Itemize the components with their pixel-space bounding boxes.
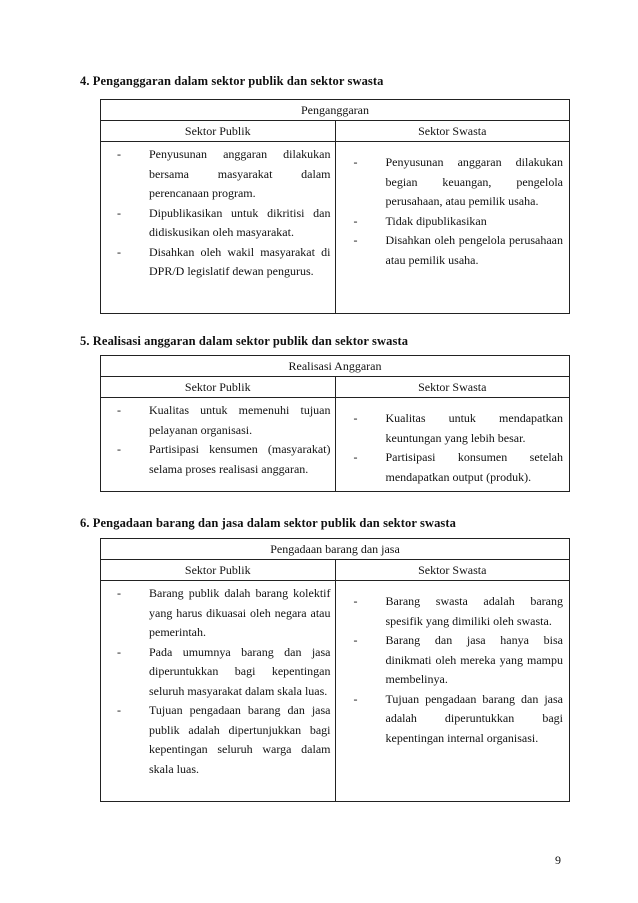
public-sector-list	[101, 581, 335, 801]
bullet-dash: -	[117, 586, 121, 600]
list-item-text: Partisipasi kensumen (masyarakat) selama proses realisasi anggaran.	[149, 442, 331, 476]
bullet-dash: -	[353, 213, 358, 228]
list-item	[117, 145, 331, 204]
list-item	[117, 204, 331, 243]
table-title: Pengadaan barang dan jasa	[101, 539, 570, 560]
private-sector-list	[336, 142, 570, 272]
bullet-dash: -	[353, 633, 358, 647]
list-item	[117, 701, 331, 779]
bullet-dash: -	[353, 594, 358, 608]
bullet-dash: -	[117, 703, 121, 717]
pengadaan-barang-jasa-table	[100, 538, 570, 802]
penganggaran-table	[100, 99, 570, 314]
list-item	[117, 243, 331, 282]
list-item-text: Penyusunan anggaran dilakukan begian keuangan, pengelola perusahaan, atau pemilik usaha.	[385, 155, 563, 208]
list-item-text: Disahkan oleh pengelola perusahaan atau pemilik usaha.	[385, 233, 563, 267]
bullet-dash: -	[353, 450, 358, 464]
list-item	[354, 153, 564, 212]
bullet-dash: -	[117, 205, 121, 220]
list-item	[354, 212, 564, 232]
section-5-heading: 5. Realisasi anggaran dalam sektor publik dan sektor swasta	[80, 334, 409, 348]
column-header-private: Sektor Swasta	[335, 377, 570, 398]
list-item	[117, 584, 331, 643]
list-item-text: Penyusunan anggaran dilakukan bersama masyarakat dalam perencanaan program.	[149, 147, 331, 200]
list-item-text: Partisipasi konsumen setelah mendapatkan output (produk).	[385, 450, 563, 484]
public-sector-list	[101, 398, 335, 491]
list-item	[354, 231, 564, 270]
private-sector-cell	[335, 581, 570, 802]
list-item	[354, 631, 564, 690]
list-item-text: Tujuan pengadaan barang dan jasa adalah diperuntukkan bagi kepentingan internal organisasi.	[385, 691, 563, 745]
public-sector-cell	[101, 398, 336, 492]
column-header-public: Sektor Publik	[101, 121, 336, 142]
section-4-heading: 4. Penganggaran dalam sektor publik dan sektor swasta	[80, 74, 384, 88]
bullet-dash: -	[117, 644, 121, 659]
table-title: Realisasi Anggaran	[101, 356, 570, 377]
list-item-text: Dipublikasikan untuk dikritisi dan didiskusikan oleh masyarakat.	[149, 205, 331, 239]
private-sector-list	[336, 398, 570, 489]
column-header-private: Sektor Swasta	[335, 560, 570, 581]
bullet-dash: -	[353, 233, 358, 247]
column-header-public: Sektor Publik	[101, 377, 336, 398]
list-item	[354, 409, 564, 448]
list-item	[354, 592, 564, 631]
private-sector-cell	[335, 142, 570, 314]
table-title: Penganggaran	[101, 100, 570, 121]
bullet-dash: -	[353, 155, 358, 169]
list-item-text: Barang publik dalah barang kolektif yang harus dikuasai oleh negara atau pemerintah.	[149, 586, 331, 639]
bullet-dash: -	[117, 442, 121, 456]
bullet-dash: -	[117, 244, 121, 259]
bullet-dash: -	[117, 403, 121, 417]
list-item	[354, 448, 564, 487]
private-sector-list	[336, 581, 570, 750]
list-item-text: Tujuan pengadaan barang dan jasa publik adalah dipertunjukkan bagi kepentingan seluruh warga dalam skala luas.	[149, 703, 331, 776]
realisasi-anggaran-table	[100, 355, 570, 492]
bullet-dash: -	[117, 147, 121, 161]
list-item-text: Kualitas untuk memenuhi tujuan pelayanan organisasi.	[149, 403, 331, 437]
public-sector-cell	[101, 581, 336, 802]
column-header-public: Sektor Publik	[101, 560, 336, 581]
list-item-text: Tidak dipublikasikan	[385, 213, 487, 228]
list-item-text: Disahkan oleh wakil masyarakat di DPR/D legislatif dewan pengurus.	[149, 244, 331, 278]
list-item	[117, 440, 331, 479]
list-item	[354, 690, 564, 749]
public-sector-list	[101, 142, 335, 313]
list-item-text: Barang dan jasa hanya bisa dinikmati oleh mereka yang mampu membelinya.	[385, 633, 563, 686]
list-item	[117, 401, 331, 440]
public-sector-cell	[101, 142, 336, 314]
column-header-private: Sektor Swasta	[335, 121, 570, 142]
list-item-text: Barang swasta adalah barang spesifik yang dimiliki oleh swasta.	[385, 594, 563, 628]
bullet-dash: -	[353, 411, 358, 425]
list-item	[117, 643, 331, 702]
list-item-text: Kualitas untuk mendapatkan keuntungan yang lebih besar.	[385, 411, 563, 445]
section-6-heading: 6. Pengadaan barang dan jasa dalam sektor publik dan sektor swasta	[80, 516, 457, 530]
private-sector-cell	[335, 398, 570, 492]
list-item-text: Pada umumnya barang dan jasa diperuntukkan bagi kepentingan seluruh masyarakat dalam skala luas.	[149, 644, 331, 698]
bullet-dash: -	[353, 691, 358, 706]
page-number: 9	[555, 853, 561, 867]
